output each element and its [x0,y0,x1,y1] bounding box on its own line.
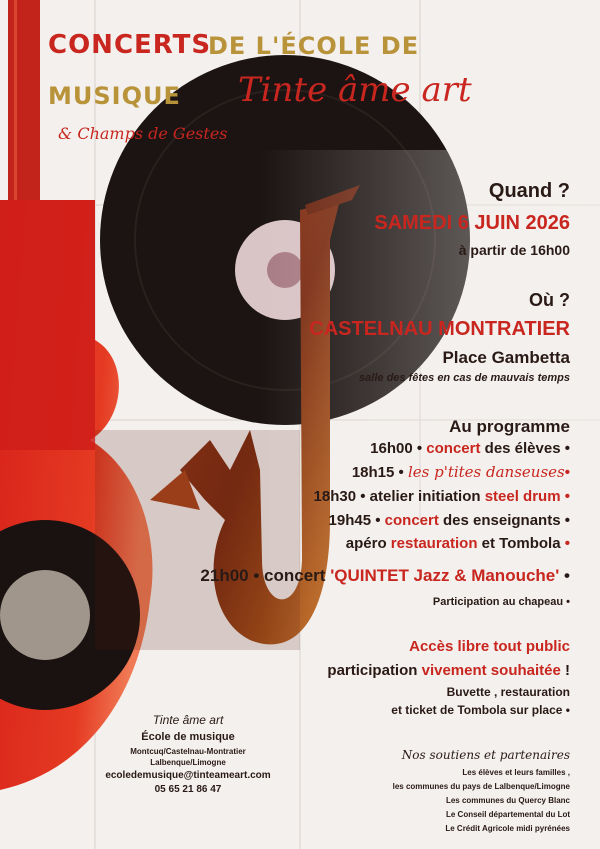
partner-item-3: Les communes du Quercy Blanc [445,796,570,805]
access-buvette: Buvette , restauration [446,685,570,699]
when-date: SAMEDI 6 JUIN 2026 [374,212,570,234]
when-time: à partir de 16h00 [458,242,570,258]
contact-phone: 05 65 21 86 47 [154,784,222,795]
program-item-1: 16h00 • concert des élèves • [370,440,570,457]
partner-item-5: Le Crédit Agricole midi pyrénées [445,824,570,833]
access-free: Accès libre tout public [409,638,570,655]
partner-item-2: les communes du pays de Lalbenque/Limogne [392,782,570,791]
access-participation: participation vivement souhaitée ! [327,662,570,679]
title-champs-de-gestes: & Champs de Gestes [58,124,228,143]
program-item-2: 18h15 • les p'tites danseuses• [351,463,570,481]
contact-name: Tinte âme art [152,713,224,727]
access-ticket: et ticket de Tombola sur place • [391,703,570,717]
partner-item-1: Les élèves et leurs familles , [462,768,570,777]
program-item-5: apéro restauration et Tombola • [345,535,570,552]
title-de-lecole: DE L'ÉCOLE DE [208,32,420,60]
title-concerts: CONCERTS [48,30,212,60]
title-musique: MUSIQUE [48,82,181,110]
when-heading: Quand ? [488,180,570,202]
guitar-neck [8,0,40,220]
program-item-3: 18h30 • atelier initiation steel drum • [313,488,570,505]
where-place: Place Gambetta [442,348,570,367]
partners-heading: Nos soutiens et partenaires [401,748,570,762]
program-headline: 21h00 • concert 'QUINTET Jazz & Manouche' • [200,566,570,585]
contact-towns-2: Lalbenque/Limogne [150,758,226,767]
program-item-4: 19h45 • concert des enseignants • [328,512,570,529]
contact-towns-1: Montcuq/Castelnau-Montratier [130,747,246,756]
program-hat: Participation au chapeau • [432,596,570,608]
contact-school: École de musique [141,731,235,743]
where-heading: Où ? [529,290,570,310]
where-note: salle des fêtes en cas de mauvais temps [359,372,570,384]
where-town: CASTELNAU MONTRATIER [309,318,570,340]
contact-email[interactable]: ecoledemusique@tinteameart.com [105,770,271,781]
title-tinte-ame-art: Tinte âme art [238,70,472,110]
partner-item-4: Le Conseil départemental du Lot [445,810,570,819]
program-heading: Au programme [449,417,570,436]
